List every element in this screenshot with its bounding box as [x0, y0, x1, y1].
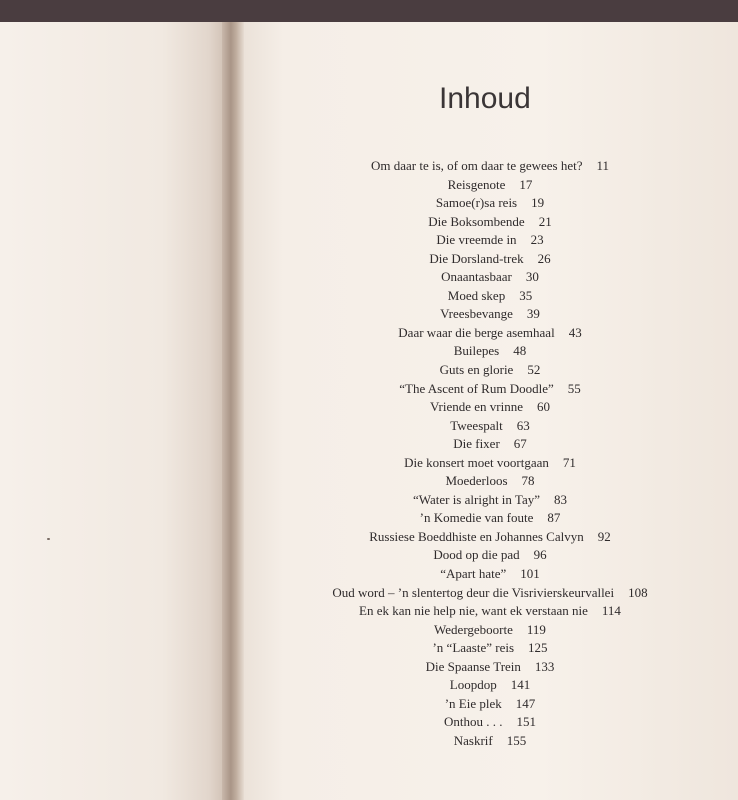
toc-entry-page: 151 [516, 714, 536, 730]
toc-entry-title: Onaantasbaar [441, 269, 512, 285]
toc-entry-page: 60 [537, 399, 551, 415]
toc-entry [290, 213, 690, 232]
toc-entry-page: 147 [515, 695, 536, 711]
toc-entry [290, 417, 690, 436]
toc-entry [290, 676, 690, 695]
toc-entry-title: Samoe(r)sa reis [435, 195, 518, 211]
toc-entry-title: Builepes [453, 343, 500, 359]
toc-entry [290, 509, 690, 528]
toc-entry [290, 546, 690, 565]
toc-entry [290, 157, 690, 176]
toc-entry [290, 342, 690, 361]
toc-entry [290, 380, 690, 399]
toc-entry-page: 35 [519, 287, 533, 303]
toc-entry [290, 713, 690, 732]
toc-entry-title: Vriende en vrinne [429, 399, 524, 415]
toc-entry-page: 101 [520, 566, 540, 582]
toc-entry-page: 48 [513, 343, 527, 359]
toc-entry [290, 621, 690, 640]
toc-entry [290, 639, 690, 658]
toc-entry-page: 17 [519, 176, 533, 192]
toc-entry-title: Loopdop [449, 677, 497, 693]
toc-entry-title: ’n Komedie van foute [419, 510, 534, 526]
toc-entry-title: Tweespalt [450, 417, 503, 433]
toc-entry-page: 30 [525, 269, 539, 285]
toc-entry-page: 52 [527, 362, 541, 378]
toc-entry-page: 114 [601, 603, 621, 619]
toc-entry [290, 324, 690, 343]
book-gutter [222, 22, 244, 800]
toc-entry [290, 528, 690, 547]
toc-entry-title: “Water is alright in Tay” [412, 491, 541, 507]
toc-entry [290, 454, 690, 473]
toc-entry [290, 695, 690, 714]
toc-entry [290, 584, 690, 603]
toc-entry [290, 176, 690, 195]
toc-entry [290, 305, 690, 324]
toc-entry-title: Om daar te is, of om daar te gewees het? [370, 158, 583, 173]
toc-entry [290, 602, 690, 621]
toc-entry [290, 565, 690, 584]
toc-entry-title: Oud word – ’n slentertog deur die Visrivierskeurvallei [332, 584, 615, 600]
toc-entry-page: 133 [534, 658, 555, 674]
toc-entry [290, 194, 690, 213]
toc-entry-page: 19 [531, 195, 545, 211]
toc-entry-page: 11 [596, 158, 610, 173]
toc-entry-title: ’n “Laaste” reis [432, 640, 515, 656]
toc-entry [290, 268, 690, 287]
toc-entry-page: 55 [567, 380, 581, 396]
toc-entry-page: 108 [628, 584, 648, 600]
toc-entry [290, 658, 690, 677]
toc-entry-title: Dood op die pad [433, 547, 520, 563]
toc-entry-page: 119 [526, 621, 546, 637]
paper-speck [47, 538, 50, 540]
toc-entry [290, 361, 690, 380]
toc-entry [290, 472, 690, 491]
toc-entry-title: En ek kan nie help nie, want ek verstaan nie [359, 603, 588, 619]
toc-entry-title: Die Spaanse Trein [425, 658, 521, 674]
toc-entry [290, 398, 690, 417]
toc-entry-page: 155 [506, 732, 527, 748]
toc-entry-title: Guts en glorie [439, 362, 514, 378]
toc-entry-page: 141 [510, 677, 531, 693]
toc-entry-title: Onthou . . . [444, 714, 503, 730]
toc-entry-page: 43 [568, 324, 582, 340]
toc-entry [290, 435, 690, 454]
toc-entry-page: 71 [562, 454, 576, 470]
toc-entry-title: “Apart hate” [440, 566, 507, 582]
toc-entry-title: Moederloos [445, 473, 508, 489]
toc-entry-page: 63 [516, 417, 530, 433]
toc-entry-page: 26 [537, 250, 551, 266]
toc-entry-title: Die vreemde in [436, 232, 517, 248]
toc-entry [290, 491, 690, 510]
toc-entry-title: Die konsert moet voortgaan [404, 454, 549, 470]
toc-entry [290, 250, 690, 269]
toc-entry-title: Russiese Boeddhiste en Johannes Calvyn [369, 528, 584, 544]
toc-entry-page: 87 [547, 510, 561, 526]
toc-entry-title: “The Ascent of Rum Doodle” [399, 380, 554, 396]
toc-entry [290, 287, 690, 306]
toc-entry-title: Wedergeboorte [434, 621, 513, 637]
toc-entry-title: ’n Eie plek [444, 695, 502, 711]
toc-entry [290, 732, 690, 751]
toc-entry-page: 23 [530, 232, 544, 248]
toc-entry-page: 78 [521, 473, 535, 489]
toc-entry-title: Die Boksombende [428, 213, 525, 229]
toc-entry-title: Naskrif [453, 732, 493, 748]
table-of-contents [290, 157, 690, 751]
toc-entry-page: 125 [528, 640, 548, 656]
toc-entry-title: Reisgenote [447, 176, 506, 192]
toc-entry-title: Moed skep [447, 287, 506, 303]
toc-entry-page: 83 [554, 491, 568, 507]
toc-entry [290, 231, 690, 250]
toc-entry-title: Vreesbevange [440, 306, 513, 322]
toc-entry-title: Die Dorsland-trek [429, 250, 524, 266]
toc-entry-page: 39 [526, 306, 540, 322]
page-title: Inhoud [439, 82, 531, 115]
toc-entry-page: 67 [513, 436, 527, 452]
toc-entry-page: 96 [533, 547, 547, 563]
toc-entry-title: Die fixer [453, 436, 500, 452]
toc-entry-title: Daar waar die berge asemhaal [398, 324, 555, 340]
left-page [0, 22, 232, 800]
toc-entry-page: 92 [597, 528, 611, 544]
toc-entry-page: 21 [538, 213, 552, 229]
